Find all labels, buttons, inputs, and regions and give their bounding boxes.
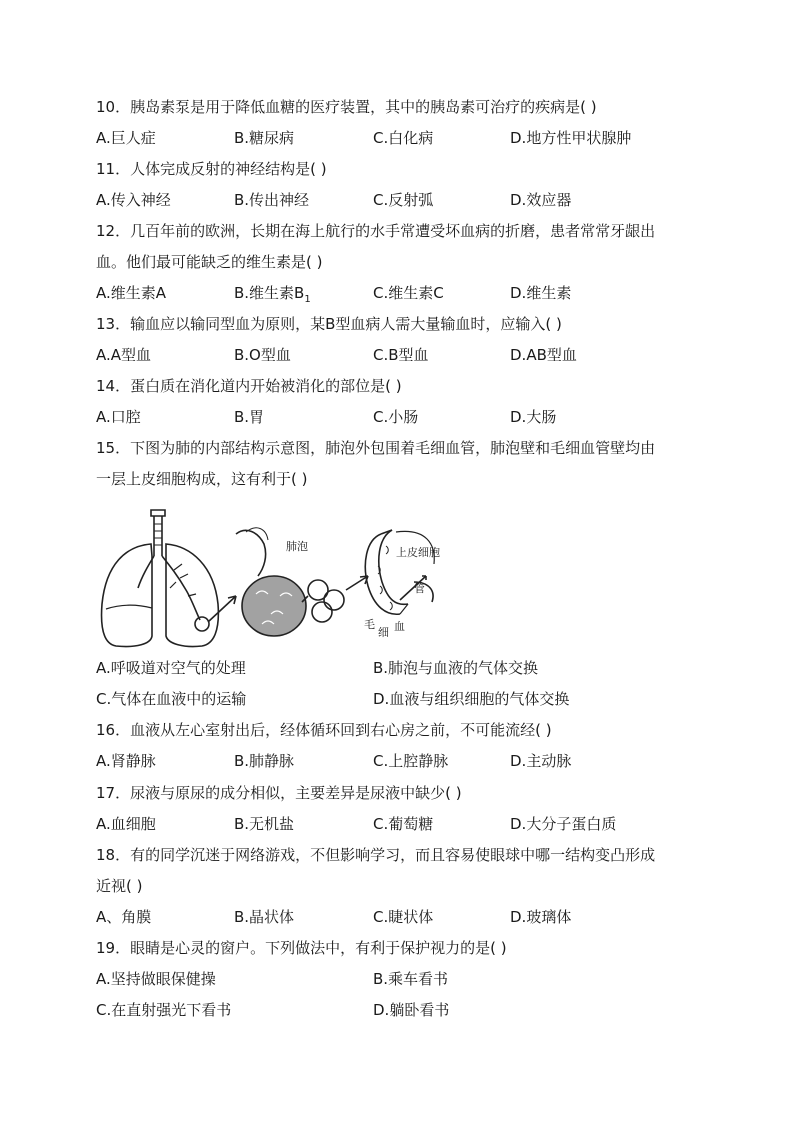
question-13-option-a[interactable]: A.A型血 xyxy=(96,346,152,364)
question-10-option-a[interactable]: A.巨人症 xyxy=(96,129,156,147)
question-19-option-b[interactable]: B.乘车看书 xyxy=(373,970,449,988)
question-10-option-d[interactable]: D.地方性甲状腺肿 xyxy=(510,129,632,147)
arrow-1 xyxy=(208,596,236,622)
alveoli-cluster xyxy=(242,576,306,636)
question-11-option-b[interactable]: B.传出神经 xyxy=(234,191,310,209)
label-alveolus: 肺泡 xyxy=(286,540,308,553)
trachea xyxy=(154,516,162,556)
question-16-option-d[interactable]: D.主动脉 xyxy=(510,752,572,770)
question-13-stem: 13．输血应以输同型血为原则，某B型血病人需大量输血时，应输入( ) xyxy=(96,315,562,333)
question-19-option-d[interactable]: D.躺卧看书 xyxy=(373,1001,450,1019)
question-15-option-b[interactable]: B.肺泡与血液的气体交换 xyxy=(373,659,539,677)
question-13-option-c[interactable]: C.B型血 xyxy=(373,346,429,364)
question-19-stem: 19．眼睛是心灵的窗户。下列做法中，有利于保护视力的是( ) xyxy=(96,939,507,957)
question-15-stem-line1: 15．下图为肺的内部结构示意图，肺泡外包围着毛细血管，肺泡壁和毛细血管壁均由 xyxy=(96,439,656,457)
question-11-stem: 11．人体完成反射的神经结构是( ) xyxy=(96,160,327,178)
question-14-option-c[interactable]: C.小肠 xyxy=(373,408,419,426)
question-19-option-c[interactable]: C.在直射强光下看书 xyxy=(96,1001,232,1019)
question-12-option-c[interactable]: C.维生素C xyxy=(373,284,444,302)
question-12-option-d[interactable]: D.维生素 xyxy=(510,284,572,302)
label-capillary-4: 管 xyxy=(414,582,425,595)
label-capillary-1: 毛 xyxy=(364,618,375,631)
alveolus-cluster-marker xyxy=(195,617,209,631)
question-15-option-a[interactable]: A.呼吸道对空气的处理 xyxy=(96,659,246,677)
question-17-option-a[interactable]: A.血细胞 xyxy=(96,815,156,833)
question-11-option-d[interactable]: D.效应器 xyxy=(510,191,572,209)
question-14-option-a[interactable]: A.口腔 xyxy=(96,408,141,426)
question-17-option-d[interactable]: D.大分子蛋白质 xyxy=(510,815,617,833)
question-17-option-b[interactable]: B.无机盐 xyxy=(234,815,295,833)
question-15-option-c[interactable]: C.气体在血液中的运输 xyxy=(96,690,247,708)
question-12-option-b-text: B.维生素B xyxy=(234,284,305,302)
alveolus-3 xyxy=(312,602,332,622)
question-11-option-c[interactable]: C.反射弧 xyxy=(373,191,434,209)
question-18-stem-line2: 近视( ) xyxy=(96,877,143,895)
lung-structure-figure xyxy=(96,504,446,652)
label-epithelial-cell: 上皮细胞 xyxy=(396,546,440,559)
question-18-option-d[interactable]: D.玻璃体 xyxy=(510,908,572,926)
bronchi xyxy=(138,556,200,620)
label-capillary-2: 细 xyxy=(378,626,389,639)
bronchiole xyxy=(236,530,266,576)
question-18-option-b[interactable]: B.晶状体 xyxy=(234,908,295,926)
question-16-stem: 16．血液从左心室射出后，经体循环回到右心房之前，不可能流经( ) xyxy=(96,721,552,739)
question-12-option-b[interactable] xyxy=(234,282,311,304)
larynx xyxy=(151,510,165,516)
question-12-stem-line1: 12．几百年前的欧洲，长期在海上航行的水手常遭受坏血病的折磨，患者常常牙龈出 xyxy=(96,222,656,240)
question-13-option-d[interactable]: D.AB型血 xyxy=(510,346,577,364)
question-18-option-c[interactable]: C.睫状体 xyxy=(373,908,434,926)
question-14-option-b[interactable]: B.胃 xyxy=(234,408,265,426)
question-16-option-b[interactable]: B.肺静脉 xyxy=(234,752,295,770)
question-17-option-c[interactable]: C.葡萄糖 xyxy=(373,815,434,833)
question-19-option-a[interactable]: A.坚持做眼保健操 xyxy=(96,970,216,988)
question-12-stem-line2: 血。他们最可能缺乏的维生素是( ) xyxy=(96,253,323,271)
question-12-option-a[interactable]: A.维生素A xyxy=(96,284,167,302)
question-18-option-a[interactable]: A、角膜 xyxy=(96,908,152,926)
question-17-stem: 17．尿液与原尿的成分相似，主要差异是尿液中缺少( ) xyxy=(96,784,462,802)
question-13-option-b[interactable]: B.O型血 xyxy=(234,346,291,364)
question-11-option-a[interactable]: A.传入神经 xyxy=(96,191,171,209)
question-10-option-b[interactable]: B.糖尿病 xyxy=(234,129,295,147)
question-16-option-a[interactable]: A.肾静脉 xyxy=(96,752,156,770)
subscript-1: 1 xyxy=(304,294,311,305)
left-lung xyxy=(102,544,152,647)
question-14-stem: 14．蛋白质在消化道内开始被消化的部位是( ) xyxy=(96,377,402,395)
label-capillary-3: 血 xyxy=(394,620,405,633)
question-16-option-c[interactable]: C.上腔静脉 xyxy=(373,752,449,770)
question-10-option-c[interactable]: C.白化病 xyxy=(373,129,434,147)
question-15-option-d[interactable]: D.血液与组织细胞的气体交换 xyxy=(373,690,570,708)
question-15-stem-line2: 一层上皮细胞构成，这有利于( ) xyxy=(96,470,308,488)
question-10-stem: 10．胰岛素泵是用于降低血糖的医疗装置，其中的胰岛素可治疗的疾病是( ) xyxy=(96,98,597,116)
alveolus-2 xyxy=(324,590,344,610)
question-18-stem-line1: 18．有的同学沉迷于网络游戏，不但影响学习，而且容易使眼球中哪一结构变凸形成 xyxy=(96,846,656,864)
question-14-option-d[interactable]: D.大肠 xyxy=(510,408,557,426)
